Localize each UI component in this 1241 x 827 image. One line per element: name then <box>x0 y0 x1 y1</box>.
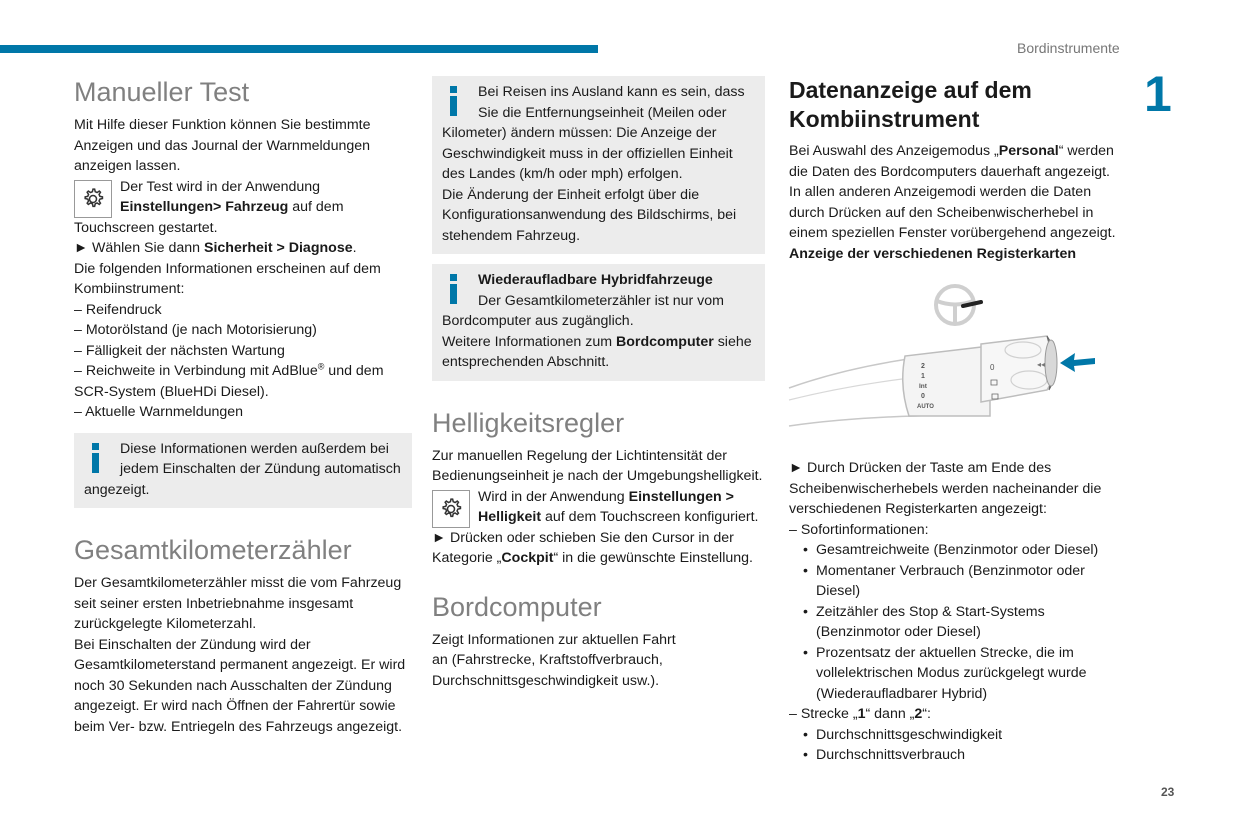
subhead-text: Anzeige der verschiedenen Registerkarten <box>789 245 1077 262</box>
brightness-step-post: “ in die gewünschte Einstellung. <box>553 550 753 566</box>
heading-odometer: Gesamtkilometerzähler <box>74 535 352 565</box>
note-box-hybrid <box>432 264 765 381</box>
trip-b1: 1 <box>857 706 866 722</box>
brightness-gear-post: auf dem Touchscreen konfiguriert. <box>541 509 759 525</box>
heading-brightness: Helligkeitsregler <box>432 407 625 438</box>
list-item-instant: – Sofortinformationen: <box>789 520 1129 541</box>
manual-test-gear-text-pre: Der Test wird in der Anwendung <box>120 178 321 195</box>
hybrid-note-2-bold: Bordcomputer <box>616 333 714 350</box>
brightness-step <box>432 528 765 569</box>
step-post: . <box>352 240 357 256</box>
note-box-abroad <box>432 76 765 254</box>
tabs-list <box>789 520 1129 541</box>
manual-test-gear-paragraph <box>74 177 412 239</box>
list-item: • Zeitzähler des Stop & Start-Systems (Benzinmotor oder Diesel) <box>789 602 1129 643</box>
brightness-step-bold: Cockpit <box>501 550 554 566</box>
brightness-gear-pre: Wird in der Anwendung <box>478 488 629 505</box>
manual-test-intro: Mit Hilfe dieser Funktion können Sie bestimmte Anzeigen und das Journal der Warnmeldungen anzeigen lassen. <box>74 117 371 174</box>
list-item-trip <box>789 704 1129 725</box>
chapter-number: 1 <box>1144 66 1172 122</box>
svg-text:0: 0 <box>990 363 995 372</box>
heading-manual-test: Manueller Test <box>74 77 250 107</box>
column-middle <box>432 76 765 691</box>
wiper-stalk-illustration <box>785 268 1129 458</box>
stalk-label: 2 <box>921 363 925 370</box>
info-icon <box>448 274 464 306</box>
manual-test-gear-text-post: auf dem Touchscreen gestartet. <box>74 199 344 236</box>
abroad-note-1: Bei Reisen ins Ausland kann es sein, dass Sie die Entfernungseinheit (Meilen oder Kilometer) ändern müssen: Die Anzeige der Geschwindigkeit muss in der offiziellen Einheit des Landes (km/h oder mph) erfolgen. <box>442 84 745 182</box>
trip-pre: Strecke „ <box>800 706 858 722</box>
svg-text:◂◂: ◂◂ <box>1037 360 1046 369</box>
brightness-gear-paragraph <box>432 487 765 528</box>
gear-icon <box>74 180 112 218</box>
manual-test-step <box>74 238 412 259</box>
list-item: • Momentaner Verbrauch (Benzinmotor oder Diesel) <box>789 561 1129 602</box>
trip-post: “: <box>922 706 931 722</box>
data-display-p2: In allen anderen Anzeigemodi werden die Daten durch Drücken auf den Scheibenwischerhebel in einem speziellen Fenster vorübergehend angezeigt. <box>789 184 1116 241</box>
list-item-adblue <box>74 361 412 402</box>
info-icon <box>448 86 464 118</box>
trip-tab <box>789 704 1129 725</box>
hybrid-note-2-post: siehe entsprechenden Abschnitt. <box>442 333 752 370</box>
hybrid-note-2 <box>442 332 755 373</box>
trip-b2: 2 <box>914 706 923 722</box>
p1-post: “ werden die Daten des Bordcomputers dauerhaft angezeigt. <box>789 143 1114 180</box>
hybrid-note-2-pre: Weitere Informationen zum <box>442 333 617 350</box>
adblue-pre: Reichweite in Verbindung mit AdBlue <box>85 363 318 379</box>
hybrid-note-1: Der Gesamtkilometerzähler ist nur vom Bordcomputer aus zugänglich. <box>442 292 724 329</box>
gear-icon <box>432 490 470 528</box>
registered-mark: ® <box>317 361 325 372</box>
heading-trip-computer: Bordcomputer <box>432 591 602 622</box>
brightness-step-pre: ► Drücken oder schieben Sie den Cursor in der Kategorie „ <box>432 529 734 566</box>
adblue-post: und dem SCR-System (BlueHDi Diesel). <box>74 363 384 400</box>
stalk-label: 1 <box>921 373 925 380</box>
odometer-p2: Bei Einschalten der Zündung wird der Gesamtkilometerstand permanent angezeigt. Er wird noch 30 Sekunden nach Ausschalten der Zündung angezeigt. Er wird nach Öffnen der Fahrertür sowie beim Ver- bzw. Entriegeln des Fahrzeugs angezeigt. <box>74 636 406 735</box>
steering-wheel-icon <box>936 286 981 324</box>
stalk-label: AUTO <box>917 404 934 410</box>
wiper-stalk-icon <box>789 336 1057 426</box>
heading-data-display: Datenanzeige auf dem Kombiinstrument <box>789 77 1032 132</box>
list-item: – Aktuelle Warnmeldungen <box>74 402 412 423</box>
trip-items <box>789 725 1129 766</box>
list-item: • Prozentsatz der aktuellen Strecke, die im vollelektrischen Modus zurückgelegt wurde (Wiederaufladbarer Hybrid) <box>789 643 1129 705</box>
p1-bold: Personal <box>998 143 1059 159</box>
list-item: • Durchschnittsgeschwindigkeit <box>789 725 1129 746</box>
list-item: – Fälligkeit der nächsten Wartung <box>74 341 412 362</box>
instant-items <box>789 540 1129 704</box>
trip-p1: Zeigt Informationen zur aktuellen Fahrt an (Fahrstrecke, Kraftstoffverbrauch, Durchschnittsgeschwindigkeit usw.). <box>432 631 676 689</box>
list-item: • Durchschnittsverbrauch <box>789 745 1129 766</box>
abroad-note-2: Die Änderung der Einheit erfolgt über die Konfigurationsanwendung des Bildschirms, bei stehendem Fahrzeug. <box>442 186 737 244</box>
top-accent-bar <box>0 45 598 53</box>
odometer-p1: Der Gesamtkilometerzähler misst die vom Fahrzeug seit seiner ersten Inbetriebnahme insgesamt zurückgelegte Kilometerzahl. <box>74 575 402 632</box>
data-display-subhead <box>789 244 1129 265</box>
note-box-ignition <box>74 433 412 509</box>
section-header: Bordinstrumente <box>1017 40 1120 56</box>
info-icon <box>90 443 106 475</box>
hybrid-note-title-text: Wiederaufladbare Hybridfahrzeuge <box>478 272 713 288</box>
note-text: Diese Informationen werden außerdem bei jedem Einschalten der Zündung automatisch angezeigt. <box>84 440 401 498</box>
manual-test-gear-text-bold: Einstellungen> Fahrzeug <box>120 199 289 215</box>
hybrid-note-title <box>442 270 755 291</box>
manual-test-list <box>74 300 412 423</box>
brightness-p1: Zur manuellen Regelung der Lichtintensität der Bedienungseinheit je nach der Umgebungshelligkeit. <box>432 447 763 484</box>
p1-pre: Bei Auswahl des Anzeigemodus „ <box>789 143 999 159</box>
list-item: – Reifendruck <box>74 300 412 321</box>
stalk-label: Int <box>919 383 927 390</box>
stalk-label: 0 <box>921 393 925 400</box>
column-left <box>74 76 412 737</box>
step-bold: Sicherheit > Diagnose <box>203 240 353 256</box>
list-item: • Gesamtreichweite (Benzinmotor oder Diesel) <box>789 540 1129 561</box>
page-number: 23 <box>1161 785 1175 799</box>
manual-test-info-intro: Die folgenden Informationen erscheinen auf dem Kombiinstrument: <box>74 260 381 297</box>
trip-mid: “ dann „ <box>865 706 915 722</box>
column-right <box>789 76 1129 766</box>
step-pre: ► Wählen Sie dann <box>74 240 204 256</box>
list-item: – Motorölstand (je nach Motorisierung) <box>74 320 412 341</box>
stalk-step: ► Durch Drücken der Taste am Ende des Scheibenwischerhebels werden nacheinander die verschiedenen Registerkarten angezeigt: <box>789 460 1102 517</box>
brightness-gear-bold: Einstellungen > Helligkeit <box>478 488 734 525</box>
data-display-p1 <box>789 141 1129 182</box>
press-arrow-icon <box>1060 353 1095 372</box>
